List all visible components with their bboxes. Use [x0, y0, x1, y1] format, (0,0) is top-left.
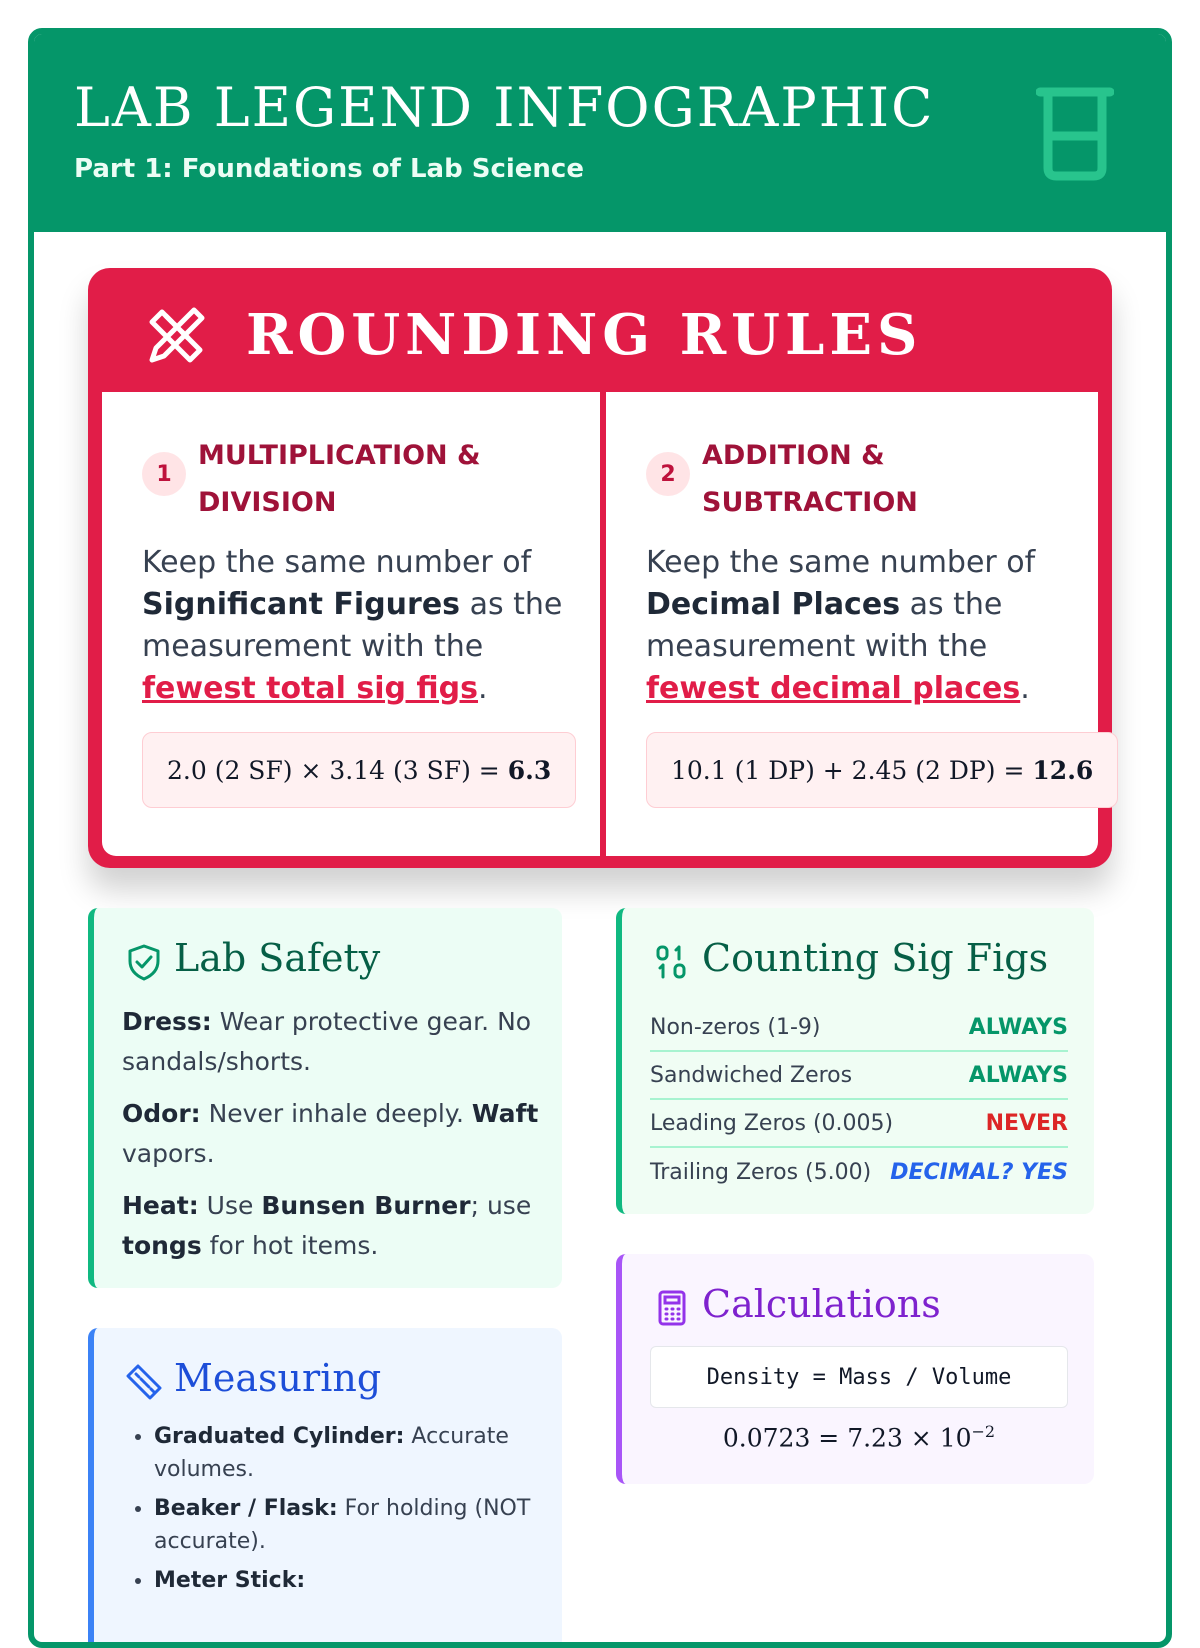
- beaker-icon: [1036, 86, 1114, 182]
- table-row: Leading Zeros (0.005) NEVER: [650, 1100, 1068, 1148]
- calculations-title: Calculations: [702, 1282, 941, 1326]
- rule-heading-line1: MULTIPLICATION &: [198, 440, 481, 471]
- shield-check-icon: [124, 942, 164, 982]
- rule-description: Keep the same number of Decimal Places as the measurement with the fewest decimal places.: [646, 545, 1036, 706]
- rule-heading: [198, 432, 578, 526]
- calculations-box: [616, 1254, 1094, 1484]
- calculator-icon: [652, 1288, 692, 1328]
- rule-description: Keep the same number of Significant Figures as the measurement with the fewest total sig figs.: [142, 545, 563, 706]
- pencil-ruler-icon: [142, 302, 210, 370]
- safety-odor: Odor: Never inhale deeply. Waft vapors.: [122, 1099, 539, 1168]
- density-formula: Density = Mass / Volume: [650, 1346, 1068, 1408]
- lab-safety-list: [122, 1002, 542, 1278]
- safety-dress: Dress: Wear protective gear. No sandals/shorts.: [122, 1007, 532, 1076]
- binary-icon: [652, 942, 692, 982]
- rounding-rules-title: ROUNDING RULES: [246, 302, 923, 368]
- table-row: Non-zeros (1-9) ALWAYS: [650, 1004, 1068, 1052]
- table-row: Sandwiched Zeros ALWAYS: [650, 1052, 1068, 1100]
- rule-heading: [702, 432, 1082, 526]
- safety-heat: Heat: Use Bunsen Burner; use tongs for hot items.: [122, 1191, 532, 1260]
- table-row: Trailing Zeros (5.00) DECIMAL? YES: [650, 1159, 1068, 1185]
- measuring-title: Measuring: [174, 1356, 382, 1400]
- measuring-list: [154, 1420, 544, 1603]
- lab-safety-title: Lab Safety: [174, 936, 381, 980]
- sig-figs-table: [650, 1004, 1068, 1196]
- rule-formula: 2.0 (2 SF) × 3.14 (3 SF) = 6.3: [142, 732, 576, 808]
- counting-sig-figs-title: Counting Sig Figs: [702, 936, 1049, 980]
- rule-formula: 10.1 (1 DP) + 2.45 (2 DP) = 12.6: [646, 732, 1118, 808]
- counting-sig-figs-box: [616, 908, 1094, 1214]
- rounding-rules-card: [88, 268, 1112, 868]
- list-item: • Beaker / Flask: For holding (NOT accurate).: [154, 1492, 544, 1558]
- page-subtitle: Part 1: Foundations of Lab Science: [74, 154, 584, 184]
- page-title: LAB LEGEND INFOGRAPHIC: [74, 76, 935, 139]
- lab-safety-box: [88, 908, 562, 1288]
- rule-panel-multiplication: [102, 392, 600, 856]
- list-item: • Graduated Cylinder: Accurate volumes.: [154, 1420, 544, 1486]
- infographic-card: [28, 28, 1172, 1648]
- list-item: • Meter Stick:: [154, 1564, 544, 1597]
- header: [34, 34, 1166, 232]
- ruler-icon: [124, 1362, 164, 1402]
- rule-heading-line2: DIVISION: [198, 487, 337, 518]
- measuring-box: [88, 1328, 562, 1648]
- rule-heading-line1: ADDITION &: [702, 440, 885, 471]
- rule-number-badge: 2: [646, 452, 690, 496]
- rule-panel-addition: [606, 392, 1098, 856]
- rule-heading-line2: SUBTRACTION: [702, 487, 918, 518]
- rule-number-badge: 1: [142, 452, 186, 496]
- scientific-notation-example: $0.0723 = 7.23 \times 10^{-2}$: [722, 1422, 996, 1453]
